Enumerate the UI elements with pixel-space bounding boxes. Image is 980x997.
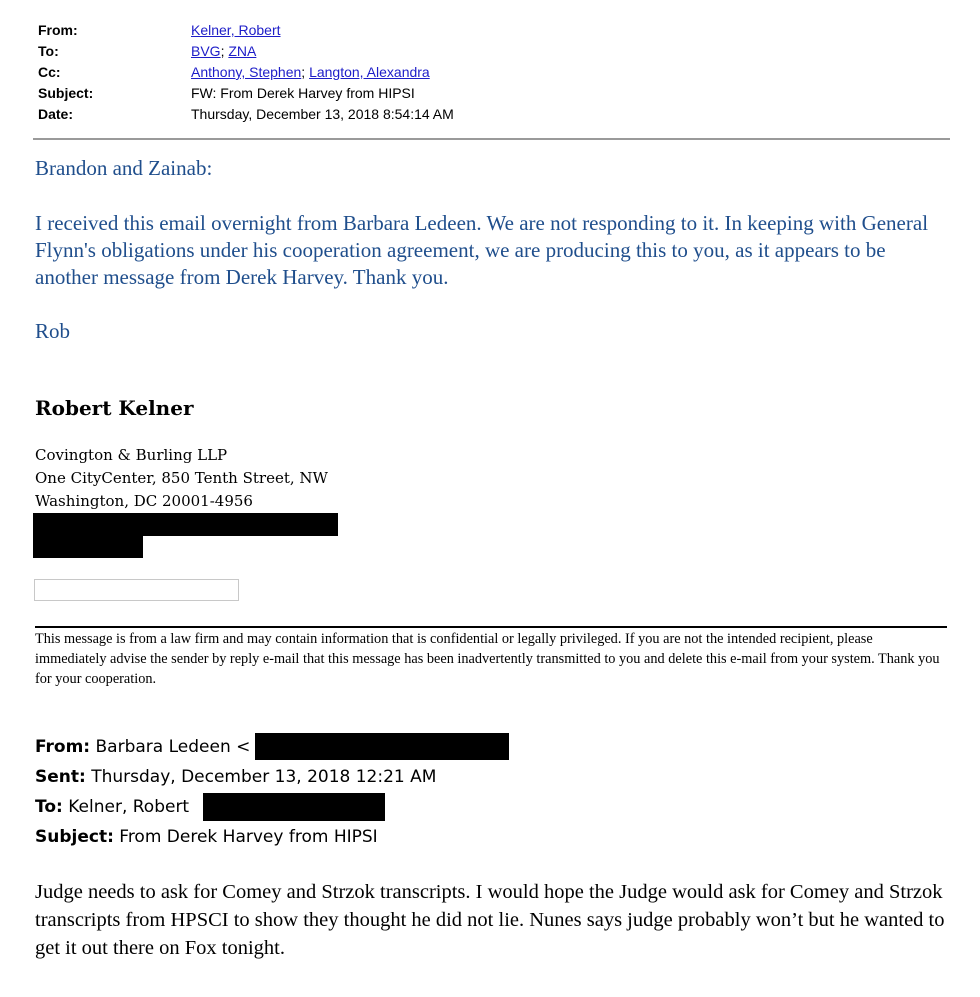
header-to-label: To:: [38, 43, 59, 59]
redaction-block: [255, 733, 509, 760]
header-from-label: From:: [38, 22, 78, 38]
header-cc-separator: ;: [301, 64, 310, 80]
header-to-separator: ;: [220, 43, 229, 59]
body-paragraph: I received this email overnight from Barbara Ledeen. We are not responding to it. In keeping with General Flynn's obligations under his cooperation agreement, we are producing this to you, as it appears to be another message from Derek Harvey. Thank you.: [35, 211, 929, 289]
redaction-block: [203, 793, 385, 821]
signature-name: Robert Kelner: [35, 396, 194, 420]
forwarded-to-value: Kelner, Robert: [62, 797, 190, 817]
confidentiality-divider: [35, 626, 947, 628]
forwarded-sent-value: Thursday, December 13, 2018 12:21 AM: [85, 767, 437, 787]
forwarded-subject-value: From Derek Harvey from HIPSI: [113, 827, 378, 847]
header-from-link[interactable]: Kelner, Robert: [191, 22, 281, 38]
forwarded-to-row: [35, 792, 189, 822]
header-date-label: Date:: [38, 106, 74, 122]
forwarded-from-row: [35, 732, 250, 762]
signoff: Rob: [35, 319, 71, 343]
forwarded-sent-label: Sent:: [35, 767, 86, 787]
forwarded-sent-row: [35, 762, 436, 792]
forwarded-to-label: To:: [35, 797, 63, 817]
signature-address: [35, 444, 328, 513]
forwarded-subject-row: [35, 822, 378, 852]
forwarded-message: Judge needs to ask for Comey and Strzok transcripts. I would hope the Judge would ask for Comey and Strzok transcripts from HPSCI to show they thought he did not lie. Nunes says judge probably won’t but he wanted to get it out there on Fox tonight.: [35, 881, 945, 959]
header-to-link-bvg[interactable]: BVG: [191, 43, 221, 59]
signature-firm: Covington & Burling LLP: [35, 446, 228, 464]
header-subject-value: FW: From Derek Harvey from HIPSI: [191, 85, 415, 101]
header-cc-link-langton[interactable]: Langton, Alexandra: [309, 64, 430, 80]
forwarded-subject-label: Subject:: [35, 827, 114, 847]
forwarded-from-label: From:: [35, 737, 91, 757]
header-cc-values: [191, 62, 430, 83]
signature-address-line-2: Washington, DC 20001-4956: [35, 492, 253, 510]
header-divider: [33, 138, 950, 140]
image-placeholder-box: [34, 579, 239, 601]
header-cc-label: Cc:: [38, 64, 61, 80]
header-cc-link-anthony[interactable]: Anthony, Stephen: [191, 64, 302, 80]
forwarded-from-value: Barbara Ledeen <: [90, 737, 251, 757]
greeting: Brandon and Zainab:: [35, 156, 213, 180]
header-to-values: [191, 41, 256, 62]
confidentiality-notice: This message is from a law firm and may contain information that is confidential or legally privileged. If you are not the intended recipient, please immediately advise the sender by reply e-mail that this message has been inadvertently transmitted to you and delete this e-mail from your system. Thank you for your cooperation.: [35, 631, 940, 687]
header-date-value: Thursday, December 13, 2018 8:54:14 AM: [191, 106, 454, 122]
header-to-link-zna[interactable]: ZNA: [228, 43, 257, 59]
redaction-block: [33, 535, 143, 558]
redaction-block: [33, 513, 338, 536]
signature-address-line-1: One CityCenter, 850 Tenth Street, NW: [35, 469, 328, 487]
header-subject-label: Subject:: [38, 85, 94, 101]
